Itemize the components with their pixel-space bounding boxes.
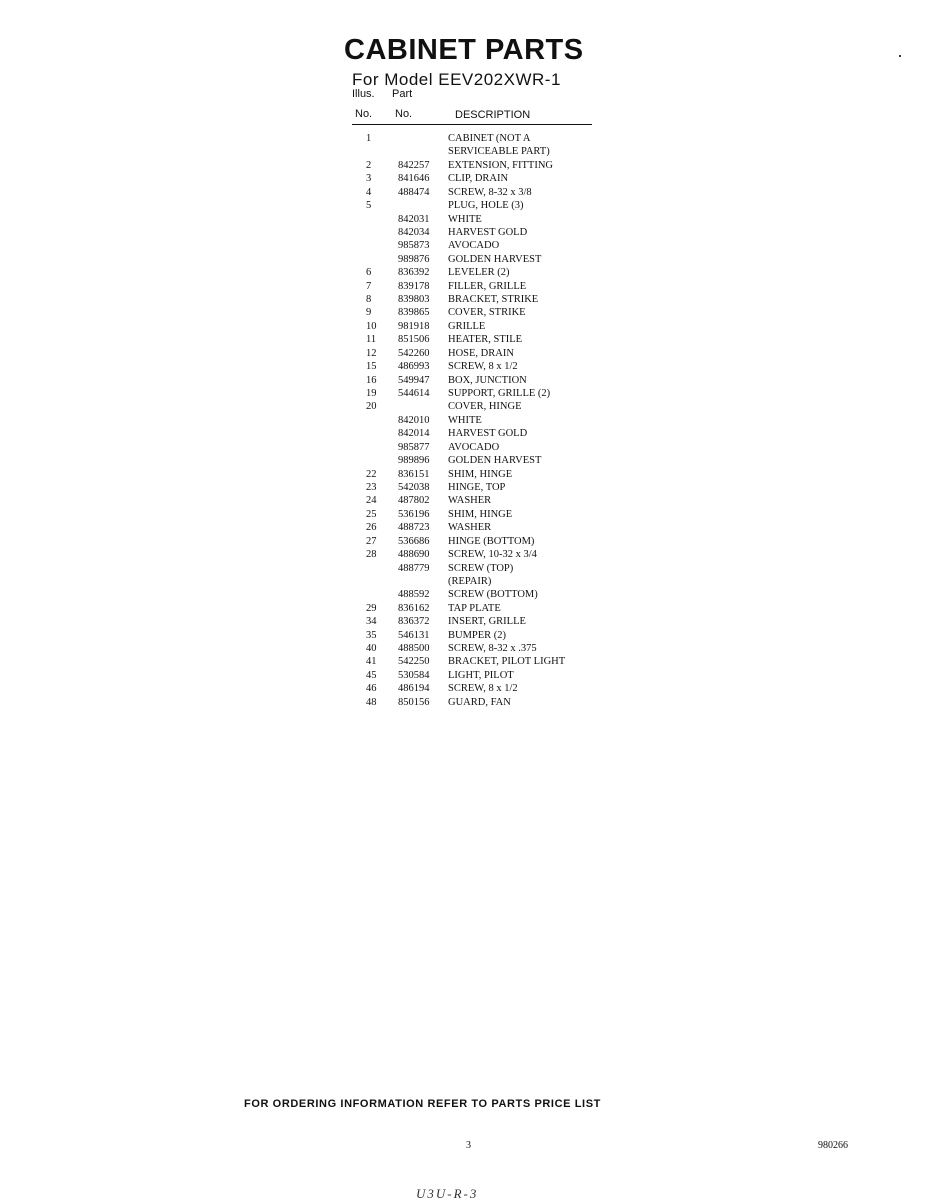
table-row [356, 400, 565, 413]
illus-no-cell [356, 441, 398, 454]
part-no-cell: 488723 [398, 522, 430, 534]
description-cell: WHITE [448, 213, 482, 225]
description-cell: GUARD, FAN [448, 696, 511, 708]
table-row [356, 441, 565, 454]
table-row [356, 186, 565, 199]
parts-table-body [356, 132, 565, 709]
illus-no-cell: 22 [366, 468, 377, 480]
table-row [356, 199, 565, 212]
part-no-cell: 488690 [398, 549, 430, 561]
description-cell: HINGE (BOTTOM) [448, 535, 535, 547]
table-row [356, 360, 565, 373]
table-row [356, 602, 565, 615]
description-cell: HARVEST GOLD [448, 226, 528, 238]
table-row [356, 333, 565, 346]
description-cell: SHIM, HINGE [448, 468, 513, 480]
table-row [356, 172, 565, 185]
description-cell: SCREW, 8 x 1/2 [448, 683, 518, 695]
part-no-cell: 985877 [398, 441, 430, 453]
description-cell: SCREW, 10-32 x 3/4 [448, 549, 537, 561]
illus-no-cell: 6 [366, 267, 372, 279]
description-cell: BUMPER (2) [448, 629, 507, 641]
table-row [356, 414, 565, 427]
document-id: 980266 [818, 1140, 848, 1151]
description-cell: GOLDEN HARVEST [448, 253, 542, 265]
description-cell: (REPAIR) [448, 575, 492, 587]
part-no-cell: 842034 [398, 226, 430, 238]
table-row [356, 293, 565, 306]
part-no-cell [398, 575, 448, 588]
table-row [356, 588, 565, 601]
description-cell: HARVEST GOLD [448, 428, 528, 440]
part-no-cell: 850156 [398, 696, 430, 708]
table-row [356, 226, 565, 239]
part-no-cell: 488779 [398, 562, 430, 574]
description-cell: BRACKET, STRIKE [448, 294, 539, 306]
page-number: 3 [466, 1140, 471, 1151]
handwritten-note: U3U-R-3 [416, 1186, 479, 1201]
description-cell: TAP PLATE [448, 602, 501, 614]
description-cell: LIGHT, PILOT [448, 669, 514, 681]
page-title: CABINET PARTS [344, 34, 584, 66]
illus-no-cell: 15 [366, 361, 377, 373]
description-cell: SUPPORT, GRILLE (2) [448, 388, 551, 400]
description-cell: PLUG, HOLE (3) [448, 200, 524, 212]
description-cell: AVOCADO [448, 441, 500, 453]
description-cell: WASHER [448, 522, 492, 534]
header-description: DESCRIPTION [455, 109, 531, 121]
table-row [356, 266, 565, 279]
table-row [356, 615, 565, 628]
description-cell: SHIM, HINGE [448, 508, 513, 520]
part-no-cell: 842014 [398, 428, 430, 440]
description-cell: BRACKET, PILOT LIGHT [448, 656, 566, 668]
part-no-cell: 836162 [398, 602, 430, 614]
illus-no-cell: 48 [366, 696, 377, 708]
part-no-cell: 842010 [398, 414, 430, 426]
part-no-cell: 851506 [398, 334, 430, 346]
table-row [356, 145, 565, 158]
illus-no-cell [356, 588, 398, 601]
illus-no-cell [356, 427, 398, 440]
description-cell: CABINET (NOT A [448, 133, 531, 144]
illus-no-cell: 7 [366, 280, 372, 292]
part-no-cell: 542038 [398, 481, 430, 493]
table-row [356, 508, 565, 521]
description-cell: COVER, STRIKE [448, 307, 526, 319]
part-no-cell: 544614 [398, 388, 430, 400]
illus-no-cell [356, 145, 398, 158]
part-no-cell: 985873 [398, 240, 430, 252]
part-no-cell: 546131 [398, 629, 430, 641]
illus-no-cell [356, 213, 398, 226]
description-cell: EXTENSION, FITTING [448, 159, 553, 171]
part-no-cell: 530584 [398, 669, 430, 681]
description-cell: HOSE, DRAIN [448, 347, 514, 359]
model-subtitle: For Model EEV202XWR-1 [352, 70, 561, 89]
description-cell: FILLER, GRILLE [448, 280, 527, 292]
part-no-cell [398, 400, 448, 413]
illus-no-cell: 10 [366, 320, 377, 332]
illus-no-cell: 9 [366, 307, 372, 319]
illus-no-cell [356, 253, 398, 266]
illus-no-cell [356, 226, 398, 239]
table-row [356, 320, 565, 333]
header-part: Part [392, 88, 413, 100]
description-cell: SCREW (BOTTOM) [448, 589, 538, 601]
part-no-cell: 989876 [398, 253, 430, 265]
description-cell: COVER, HINGE [448, 401, 522, 413]
description-cell: BOX, JUNCTION [448, 374, 527, 386]
description-cell: HEATER, STILE [448, 334, 523, 346]
header-rule [352, 124, 592, 125]
part-no-cell: 486194 [398, 683, 430, 695]
header-illus: Illus. [352, 88, 375, 100]
table-row [356, 132, 565, 145]
part-no-cell [398, 199, 448, 212]
part-no-cell [398, 132, 448, 145]
part-no-cell: 542260 [398, 347, 430, 359]
parts-table [356, 132, 565, 709]
table-row [356, 213, 565, 226]
part-no-cell: 488500 [398, 643, 430, 655]
description-cell: GOLDEN HARVEST [448, 455, 542, 467]
illus-no-cell: 28 [366, 549, 377, 561]
description-cell: SERVICEABLE PART) [448, 146, 550, 158]
description-cell: WASHER [448, 495, 492, 507]
illus-no-cell [356, 562, 398, 575]
illus-no-cell [356, 414, 398, 427]
part-no-cell: 841646 [398, 173, 430, 185]
table-row [356, 239, 565, 252]
part-no-cell: 836151 [398, 468, 430, 480]
part-no-cell: 549947 [398, 374, 430, 386]
table-row [356, 494, 565, 507]
part-no-cell [398, 145, 448, 158]
part-no-cell: 487802 [398, 495, 430, 507]
table-row [356, 374, 565, 387]
illus-no-cell: 23 [366, 481, 377, 493]
illus-no-cell: 40 [366, 643, 377, 655]
part-no-cell: 836392 [398, 267, 430, 279]
part-no-cell: 989896 [398, 455, 430, 467]
illus-no-cell: 20 [366, 401, 377, 413]
illus-no-cell: 2 [366, 159, 372, 171]
illus-no-cell: 11 [366, 334, 377, 346]
illus-no-cell: 45 [366, 669, 377, 681]
illus-no-cell: 19 [366, 388, 377, 400]
part-no-cell: 488592 [398, 589, 430, 601]
description-cell: AVOCADO [448, 240, 500, 252]
illus-no-cell: 3 [366, 173, 372, 185]
part-no-cell: 536196 [398, 508, 430, 520]
illus-no-cell: 4 [366, 186, 372, 198]
illus-no-cell: 5 [366, 200, 372, 212]
description-cell: SCREW, 8-32 x .375 [448, 643, 537, 655]
table-row [356, 696, 565, 709]
part-no-cell: 842031 [398, 213, 430, 225]
table-row [356, 655, 565, 668]
illus-no-cell: 1 [366, 133, 372, 144]
table-row [356, 642, 565, 655]
part-no-cell: 488474 [398, 186, 430, 198]
table-row [356, 575, 565, 588]
illus-no-cell: 26 [366, 522, 377, 534]
table-row [356, 562, 565, 575]
table-row [356, 159, 565, 172]
part-no-cell: 981918 [398, 320, 430, 332]
illus-no-cell: 46 [366, 683, 377, 695]
illus-no-cell: 41 [366, 656, 377, 668]
illus-no-cell: 24 [366, 495, 377, 507]
part-no-cell: 839803 [398, 294, 430, 306]
description-cell: SCREW, 8 x 1/2 [448, 361, 518, 373]
table-row [356, 629, 565, 642]
description-cell: INSERT, GRILLE [448, 616, 526, 628]
stray-mark [899, 55, 901, 57]
description-cell: LEVELER (2) [448, 267, 510, 279]
part-no-cell: 486993 [398, 361, 430, 373]
table-row [356, 454, 565, 467]
part-no-cell: 542250 [398, 656, 430, 668]
part-no-cell: 839178 [398, 280, 430, 292]
description-cell: HINGE, TOP [448, 481, 506, 493]
table-row [356, 682, 565, 695]
illus-no-cell: 12 [366, 347, 377, 359]
illus-no-cell: 8 [366, 294, 372, 306]
part-no-cell: 836372 [398, 616, 430, 628]
table-row [356, 468, 565, 481]
table-row [356, 521, 565, 534]
ordering-note: FOR ORDERING INFORMATION REFER TO PARTS PRICE LIST [244, 1098, 601, 1110]
illus-no-cell [356, 239, 398, 252]
part-no-cell: 839865 [398, 307, 430, 319]
illus-no-cell: 16 [366, 374, 377, 386]
table-row [356, 306, 565, 319]
table-row [356, 481, 565, 494]
table-row [356, 280, 565, 293]
description-cell: GRILLE [448, 320, 486, 332]
description-cell: SCREW, 8-32 x 3/8 [448, 186, 532, 198]
illus-no-cell: 34 [366, 616, 377, 628]
description-cell: WHITE [448, 414, 482, 426]
illus-no-cell: 35 [366, 629, 377, 641]
header-illus-no: No. [355, 108, 373, 120]
table-row [356, 253, 565, 266]
table-row [356, 427, 565, 440]
illus-no-cell: 25 [366, 508, 377, 520]
illus-no-cell: 27 [366, 535, 377, 547]
table-row [356, 387, 565, 400]
description-cell: CLIP, DRAIN [448, 173, 509, 185]
header-part-no: No. [395, 108, 413, 120]
part-no-cell: 842257 [398, 159, 430, 171]
part-no-cell: 536686 [398, 535, 430, 547]
table-row [356, 535, 565, 548]
table-row [356, 669, 565, 682]
description-cell: SCREW (TOP) [448, 562, 514, 574]
illus-no-cell [356, 575, 398, 588]
table-row [356, 548, 565, 561]
illus-no-cell: 29 [366, 602, 377, 614]
illus-no-cell [356, 454, 398, 467]
table-row [356, 347, 565, 360]
